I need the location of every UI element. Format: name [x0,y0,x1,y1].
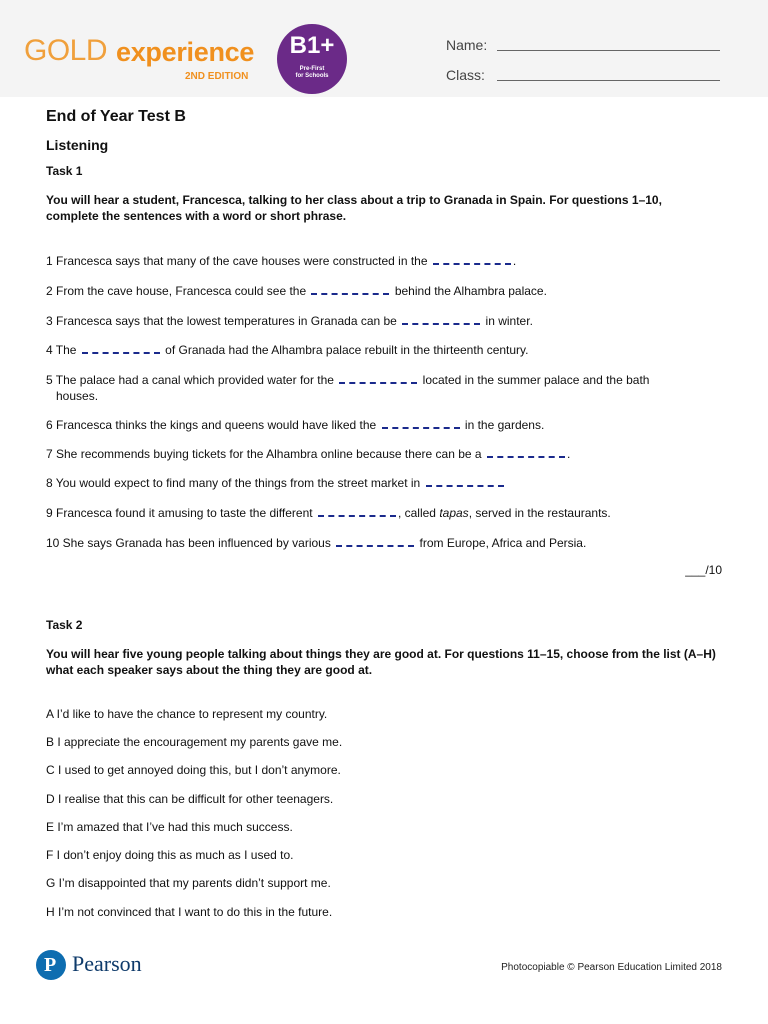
option-a: A I’d like to have the chance to represent my country. [46,707,328,721]
pearson-logo-letter: P [44,954,57,976]
question-text-after: of Granada had the Alhambra palace rebuilt in the thirteenth century. [165,343,529,357]
question-text-after-end: , served in the restaurants. [468,506,611,520]
question-1 [46,252,716,269]
question-text-continued: houses. [56,389,99,403]
answer-blank[interactable] [433,252,511,265]
question-text: 4 The [46,343,77,357]
question-9 [46,504,716,521]
option-e: E I’m amazed that I’ve had this much success. [46,820,293,834]
answer-blank[interactable] [402,312,480,325]
option-f: F I don’t enjoy doing this as much as I used to. [46,848,294,862]
question-2 [46,282,716,299]
class-label: Class: [446,67,485,83]
option-g: G I’m disappointed that my parents didn’t support me. [46,876,331,890]
question-7 [46,445,716,462]
question-text-after: . [512,254,517,268]
question-text: 10 She says Granada has been influenced by various [46,536,331,550]
page-title: End of Year Test B [46,108,186,125]
question-10 [46,534,716,551]
question-text-after: . [566,447,571,461]
question-text: 3 Francesca says that the lowest temperatures in Granada can be [46,314,397,328]
name-label: Name: [446,37,488,53]
logo-edition-text: 2ND EDITION [185,71,249,82]
header [0,0,768,97]
class-field-line[interactable] [497,80,720,81]
question-text: 6 Francesca thinks the kings and queens would have liked the [46,418,377,432]
question-text: 1 Francesca says that many of the cave houses were constructed in the [46,254,428,268]
badge-sub-line-2: for Schools [295,73,329,79]
question-5 [46,371,716,404]
option-c: C I used to get annoyed doing this, but I don’t anymore. [46,763,341,777]
question-text-after: from Europe, Africa and Persia. [419,536,587,550]
question-4 [46,341,716,358]
option-b: B I appreciate the encouragement my parents gave me. [46,735,343,749]
italic-word: tapas [439,506,469,520]
pearson-logo-icon [36,950,66,980]
answer-blank[interactable] [82,341,160,354]
answer-blank[interactable] [487,445,565,458]
option-d: D I realise that this can be difficult for other teenagers. [46,792,334,806]
logo-gold-text: GOLD [24,34,108,67]
question-8 [46,474,716,491]
question-text: 5 The palace had a canal which provided water for the [46,373,334,387]
question-text-after: behind the Alhambra palace. [394,284,547,298]
task1-instructions: You will hear a student, Francesca, talking to her class about a trip to Granada in Spain. For questions 1–10, complete the sentences with a word or short phrase. [46,193,662,223]
question-3 [46,312,716,329]
question-text-after: , called [397,506,436,520]
level-badge [277,24,347,94]
task2-label: Task 2 [46,618,83,632]
badge-subtitle [277,66,347,80]
question-6 [46,416,716,433]
badge-sub-line-1: Pre-First [299,66,325,72]
pearson-logo-text: Pearson [72,951,142,976]
question-text: 9 Francesca found it amusing to taste the different [46,506,313,520]
task2-instructions: You will hear five young people talking about things they are good at. For questions 11–15, choose from the list (A–H) what each speaker says about the thing they are good at. [46,647,716,677]
section-title: Listening [46,137,109,153]
question-text-after: located in the summer palace and the bath [422,373,650,387]
name-field-line[interactable] [497,50,720,51]
question-text-after: in winter. [485,314,533,328]
option-h: H I’m not convinced that I want to do this in the future. [46,905,333,919]
task1-score: ___/10 [685,563,722,577]
logo-experience-text: experience [116,37,255,67]
answer-blank[interactable] [382,416,460,429]
question-text-after: in the gardens. [464,418,545,432]
answer-blank[interactable] [426,474,504,487]
question-text: 8 You would expect to find many of the things from the street market in [46,476,421,490]
question-text: 7 She recommends buying tickets for the Alhambra online because there can be a [46,447,482,461]
task1-label: Task 1 [46,164,83,178]
question-text: 2 From the cave house, Francesca could see the [46,284,307,298]
answer-blank[interactable] [318,504,396,517]
answer-blank[interactable] [311,282,389,295]
badge-level-text: B1+ [289,32,335,59]
answer-blank[interactable] [336,534,414,547]
answer-blank[interactable] [339,371,417,384]
copyright-notice: Photocopiable © Pearson Education Limited 2018 [501,962,722,973]
